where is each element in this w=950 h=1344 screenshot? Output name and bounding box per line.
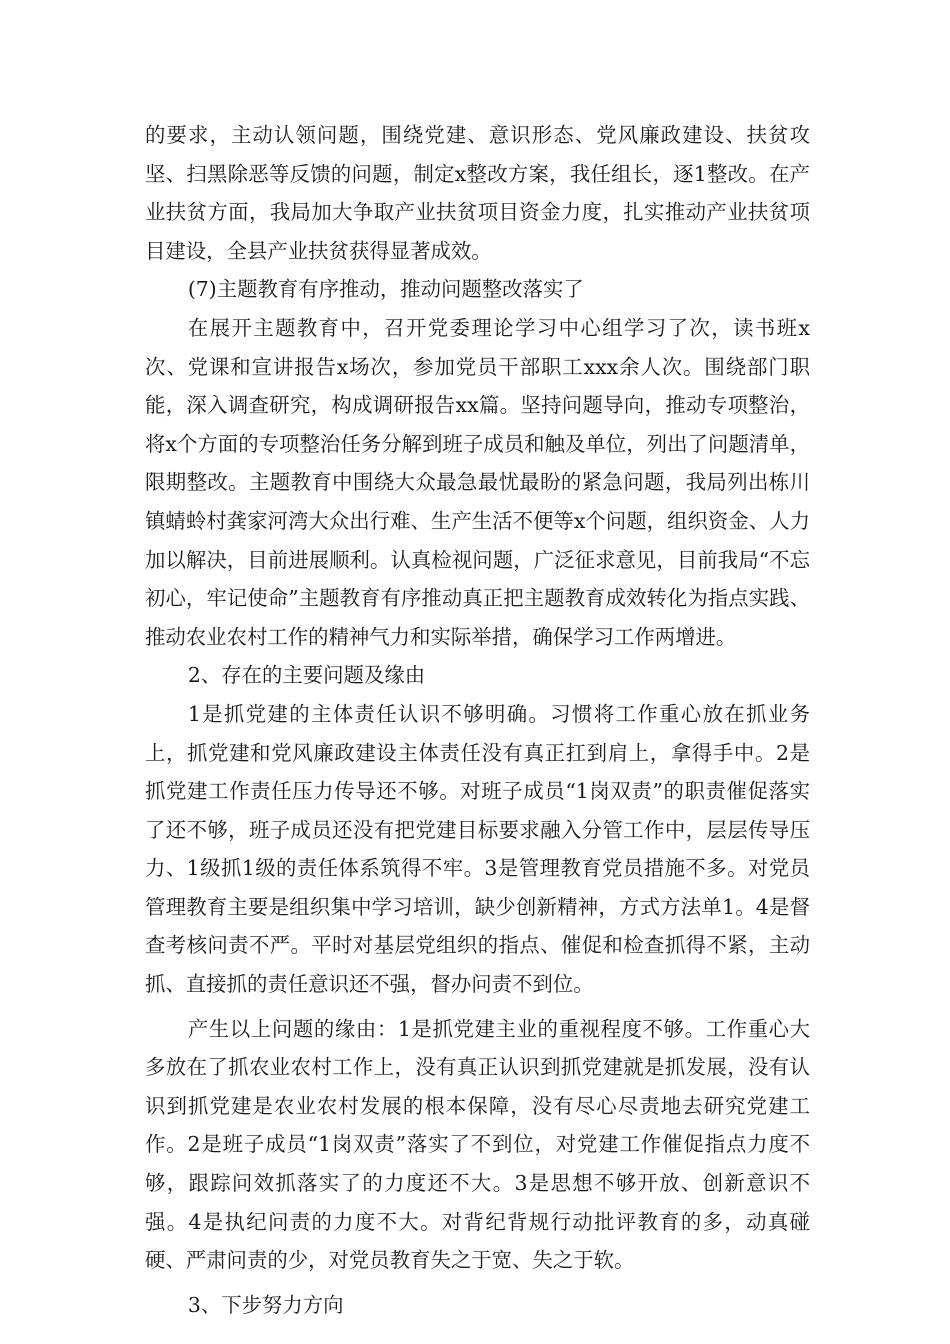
document-body bbox=[145, 116, 810, 1324]
paragraph-main-problems: 1是抓党建的主体责任认识不够明确。习惯将工作重心放在抓业务上，抓党建和党风廉政建设主体责任没有真正扛到肩上，拿得手中。2是抓党建工作责任压力传导还不够。对班子成员“1岗双责”的职责催促落实了还不够，班子成员还没有把党建目标要求融入分管工作中，层层传导压力、1级抓1级的责任体系筑得不牢。3是管理教育党员措施不多。对党员管理教育主要是组织集中学习培训，缺少创新精神，方式方法单1。4是督查考核问责不严。平时对基层党组织的指点、催促和检查抓得不紧，主动抓、直接抓的责任意识还不强，督办问责不到位。 bbox=[145, 701, 810, 997]
section-heading-7: (7)主题教育有序推动，推动问题整改落实了 bbox=[187, 277, 584, 302]
paragraph-continuation: 的要求，主动认领问题，围绕党建、意识形态、党风廉政建设、扶贫攻坚、扫黑除恶等反馈的问题，制定x整改方案，我任组长，逐1整改。在产业扶贫方面，我局加大争取产业扶贫项目资金力度，扎实推动产业扶贫项目建设，全县产业扶贫获得显著成效。 bbox=[145, 123, 810, 263]
paragraph-theme-education: 在展开主题教育中，召开党委理论学习中心组学习了次，读书班x次、党课和宣讲报告x场次，参加党员干部职工xxx余人次。围绕部门职能，深入调查研究，构成调研报告xx篇。坚持问题导向，推动专项整治，将x个方面的专项整治任务分解到班子成员和触及单位，列出了问题清单，限期整改。主题教育中围绕大众最急最忧最盼的紧急问题，我局列出栋川镇蜻蛉村龚家河湾大众出行难、生产生活不便等x个问题，组织资金、人力加以解决，目前进展顺利。认真检视问题，广泛征求意见，目前我局“不忘初心，牢记使命”主题教育有序推动真正把主题教育成效转化为指点实践、推动农业农村工作的精神气力和实际举措，确保学习工作两增进。 bbox=[145, 315, 810, 649]
section-heading-3: 3、下步努力方向 bbox=[187, 1292, 344, 1317]
paragraph-problem-causes: 产生以上问题的缘由：1是抓党建主业的重视程度不够。工作重心大多放在了抓农业农村工作上，没有真正认识到抓党建就是抓发展，没有认识到抓党建是农业农村发展的根本保障，没有尽心尽责地去研究党建工作。2是班子成员“1岗双责”落实了不到位，对党建工作催促指点力度不够，跟踪问效抓落实了的力度还不大。3是思想不够开放、创新意识不强。4是执纪问责的力度不大。对背纪背规行动批评教育的多，动真碰硬、严肃问责的少，对党员教育失之于宽、失之于软。 bbox=[145, 1016, 810, 1273]
section-heading-2: 2、存在的主要问题及缘由 bbox=[187, 663, 426, 688]
